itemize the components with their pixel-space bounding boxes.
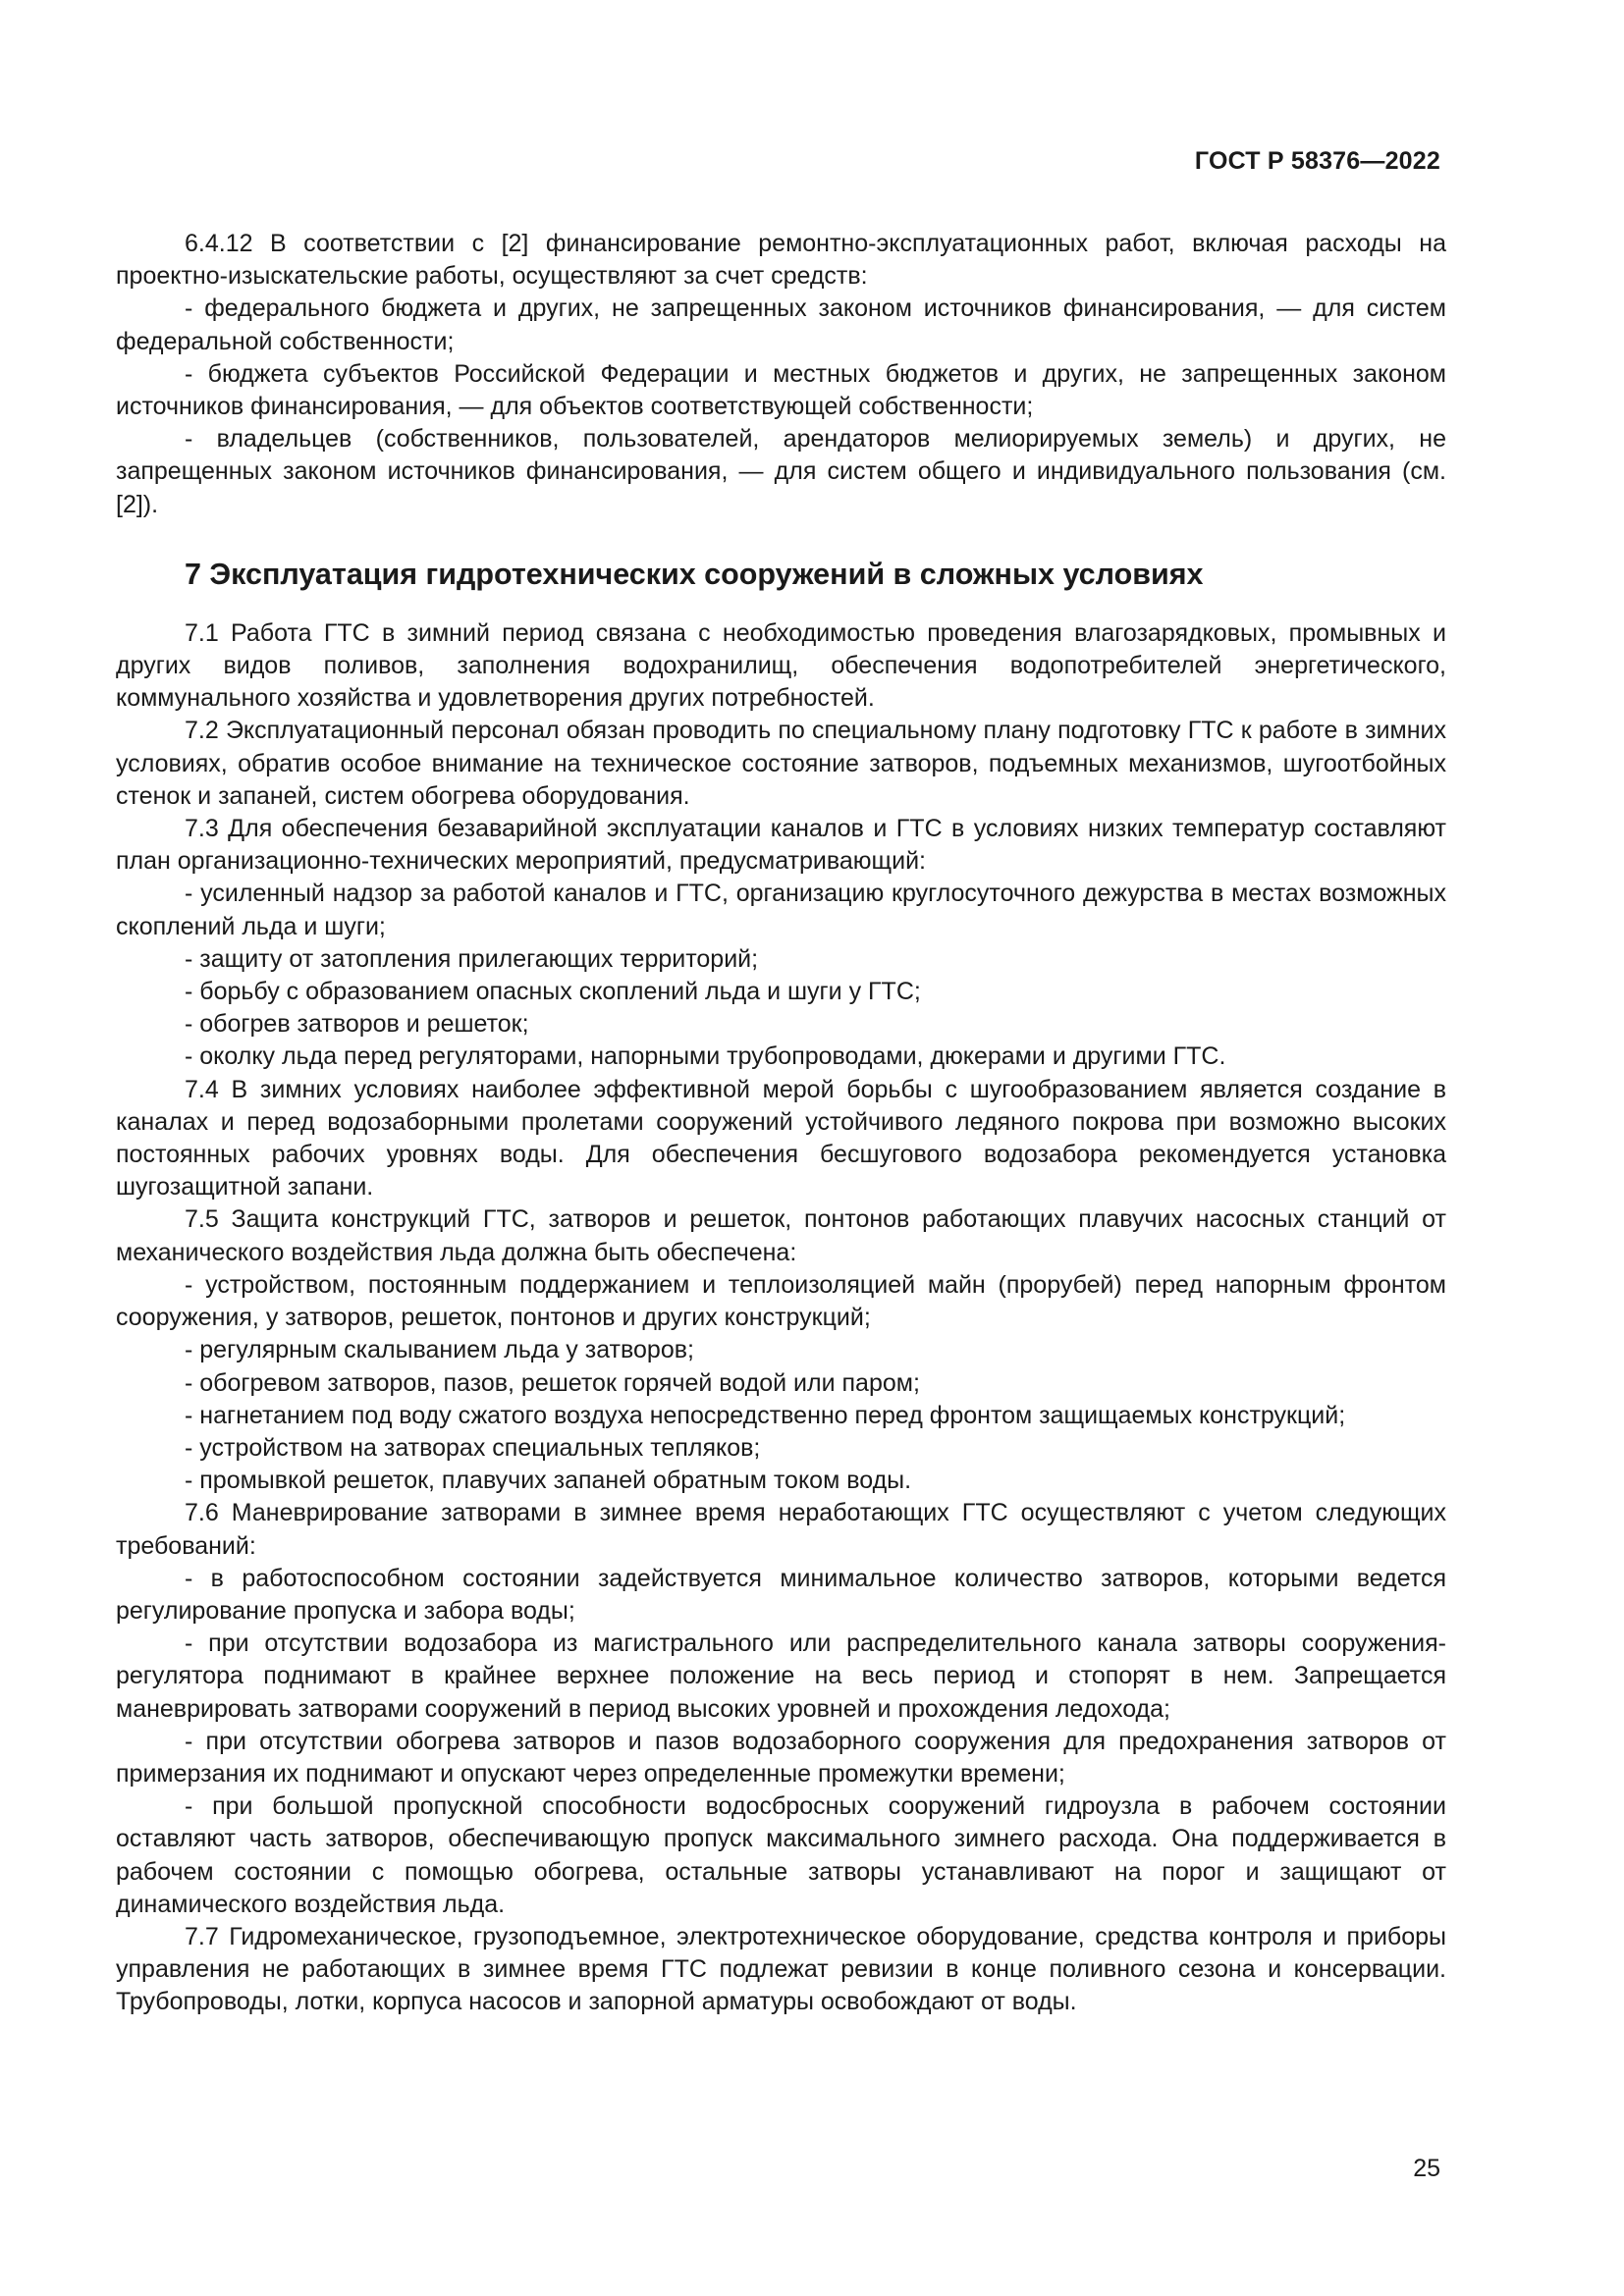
list-item: - нагнетанием под воду сжатого воздуха непосредственно перед фронтом защищаемых конструкций; — [185, 1401, 1346, 1429]
page-number: 25 — [1413, 2155, 1440, 2182]
list-item: - устройством на затворах специальных тепляков; — [185, 1433, 761, 1462]
paragraph: 7.1 Работа ГТС в зимний период связана с необходимостью проведения влагозарядковых, промывных и других видов поливов, заполнения водохранилищ, обеспечения водопотребителей энергетического, коммунального хозяйства и удовлетворения других потребностей. — [116, 618, 1446, 713]
list-item: - усиленный надзор за работой каналов и ГТС, организацию круглосуточного дежурства в местах возможных скоплений льда и шуги; — [116, 880, 1446, 940]
list-item: - околку льда перед регуляторами, напорными трубопроводами, дюкерами и другими ГТС. — [185, 1042, 1226, 1071]
list-item: - при отсутствии водозабора из магистрального или распределительного канала затворы сооружения-регулятора поднимают в крайнее верхнее положение на весь период и стопорят в нем. Запрещается маневрировать затворами сооружений в период высоких уровней и прохождения ледохода; — [116, 1629, 1446, 1723]
list-item: - борьбу с образованием опасных скоплений льда и шуги у ГТС; — [185, 978, 921, 1006]
paragraph: 7.3 Для обеспечения безаварийной эксплуатации каналов и ГТС в условиях низких температур составляют план организационно-технических мероприятий, предусматривающий: — [116, 815, 1446, 876]
list-item: - при отсутствии обогрева затворов и пазов водозаборного сооружения для предохранения затворов от примерзания их поднимают и опускают через определенные промежутки времени; — [116, 1727, 1446, 1788]
list-item: - защиту от затопления прилегающих территорий; — [185, 944, 759, 973]
list-item: - бюджета субъектов Российской Федерации и местных бюджетов и других, не запрещенных законом источников финансирования, — для объектов соответствующей собственности; — [116, 359, 1446, 421]
list-item: - обогревом затворов, пазов, решеток горячей водой или паром; — [185, 1368, 920, 1397]
section-7-body — [116, 617, 1446, 2019]
paragraph: 7.2 Эксплуатационный персонал обязан проводить по специальному плану подготовку ГТС к работе в зимних условиях, обратив особое внимание на техническое состояние затворов, подъемных механизмов, шугоотбойных стенок и запаней, систем обогрева оборудования. — [116, 717, 1446, 810]
paragraph: 7.6 Маневрирование затворами в зимнее время неработающих ГТС осуществляют с учетом следующих требований: — [116, 1499, 1446, 1560]
list-item: - обогрев затворов и решеток; — [185, 1010, 529, 1039]
list-item: - промывкой решеток, плавучих запаней обратным током воды. — [185, 1467, 912, 1495]
document-code-header: ГОСТ Р 58376—2022 — [1194, 147, 1440, 175]
paragraph: 7.7 Гидромеханическое, грузоподъемное, электротехническое оборудование, средства контроля и приборы управления не работающих в зимнее время ГТС подлежат ревизии в конце поливного сезона и консервации. Трубопроводы, лотки, корпуса насосов и запорной арматуры освобождают от воды. — [116, 1922, 1446, 2016]
list-item: - устройством, постоянным поддержанием и теплоизоляцией майн (прорубей) перед напорным фронтом сооружения, у затворов, решеток, понтонов и других конструкций; — [116, 1270, 1446, 1332]
paragraph: 6.4.12 В соответствии с [2] финансирование ремонтно-эксплуатационных работ, включая расходы на проектно-изыскательские работы, осуществляют за счет средств: — [116, 230, 1446, 291]
paragraph: 7.5 Защита конструкций ГТС, затворов и решеток, понтонов работающих плавучих насосных станций от механического воздействия льда должна быть обеспечена: — [116, 1205, 1446, 1266]
list-item: - регулярным скалыванием льда у затворов; — [185, 1336, 694, 1364]
document-body — [116, 228, 1446, 2019]
paragraph: 7.4 В зимних условиях наиболее эффективной мерой борьбы с шугообразованием является создание в каналах и перед водозаборными пролетами сооружений устойчивого ледяного покрова при возможно высоких постоянных рабочих уровнях воды. Для обеспечения бесшугового водозабора рекомендуется установка шугозащитной запани. — [116, 1075, 1446, 1201]
list-item: - владельцев (собственников, пользователей, арендаторов мелиорируемых земель) и других, не запрещенных законом источников финансирования, — для систем общего и индивидуального пользования (см. [2]). — [116, 425, 1446, 518]
section-6-4-12 — [116, 228, 1446, 521]
section-7-heading: 7 Эксплуатация гидротехнических сооружений в сложных условиях — [185, 557, 1204, 591]
list-item: - федерального бюджета и других, не запрещенных законом источников финансирования, — для систем федеральной собственности; — [116, 294, 1446, 355]
list-item: - при большой пропускной способности водосбросных сооружений гидроузла в рабочем состоянии оставляют часть затворов, обеспечивающую пропуск максимального зимнего расхода. Она поддерживается в рабочем состоянии с помощью обогрева, остальные затворы устанавливают на порог и защищают от динамического воздействия льда. — [116, 1792, 1446, 1918]
list-item: - в работоспособном состоянии задействуется минимальное количество затворов, которыми ведется регулирование пропуска и забора воды; — [116, 1564, 1446, 1625]
